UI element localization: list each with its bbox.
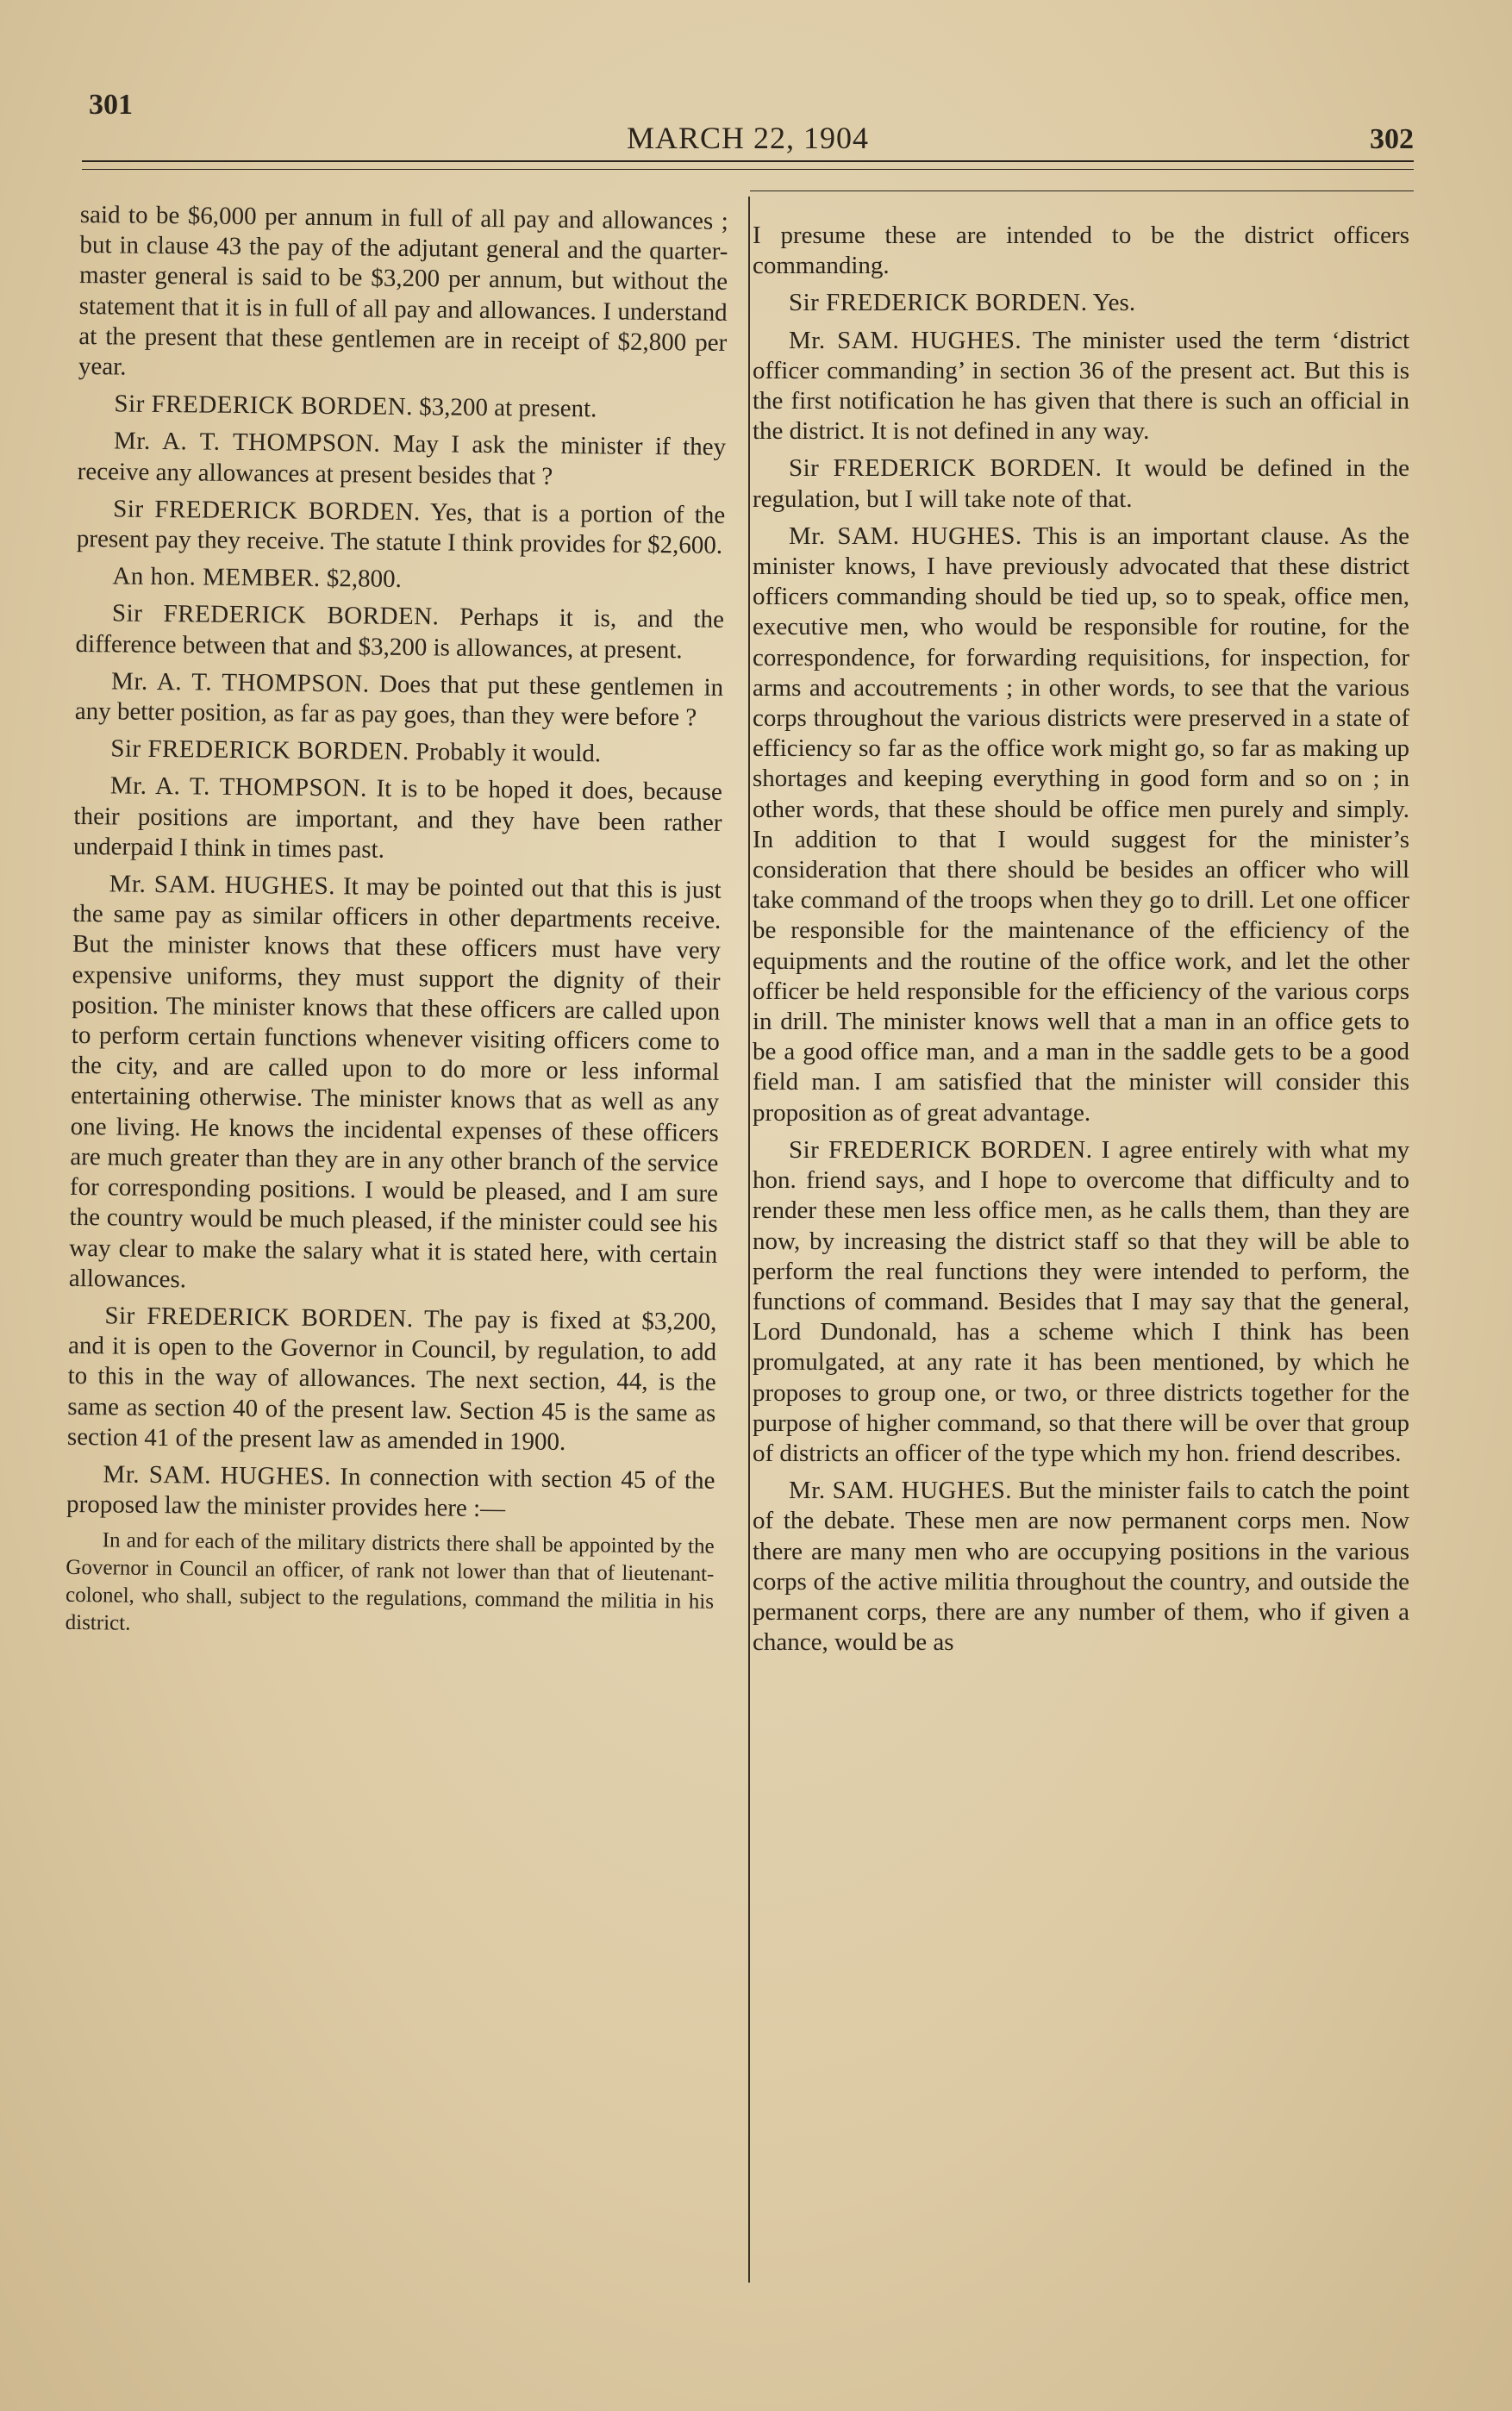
speaker-name: Sir FREDERICK BORDEN.: [789, 289, 1088, 317]
speaker-name: Sir FREDERICK BORDEN.: [114, 390, 414, 422]
paragraph: [76, 561, 724, 598]
speaker-name: Mr. SAM. HUGHES.: [109, 870, 336, 901]
speaker-name: Sir FREDERICK BORDEN.: [110, 734, 409, 766]
speaker-name: An hon. MEMBER.: [112, 562, 321, 593]
right-column: [753, 221, 1409, 1665]
paragraph: [77, 494, 726, 561]
paragraph-text: In connection with section 45 of the proposed law the minister provides here :—: [66, 1463, 715, 1523]
paragraph-text: Perhaps it is, and the difference between that and $3,200 is allowances, at present.: [75, 603, 725, 664]
paragraph: [753, 221, 1409, 281]
paragraph: [78, 389, 726, 426]
speaker-name: Mr. A. T. THOMPSON.: [109, 771, 367, 803]
paragraph: [753, 453, 1409, 514]
paragraph-text: It would be defined in the regulation, but I will take note of that.: [753, 454, 1410, 513]
paragraph-text: I presume these are intended to be the district officers commanding.: [753, 222, 1409, 280]
paragraph-text: The pay is fixed at $3,200, and it is open to the Governor in Council, by regulation, to add to this in the way of allowances. The next section, 44, is the same as section 40 of the present law. Section 45 is the same as section 41 of the present law as amended in 1900.: [66, 1305, 717, 1456]
paragraph: [753, 522, 1409, 1128]
column-divider: [748, 197, 750, 2283]
speaker-name: Mr. SAM. HUGHES.: [789, 326, 1022, 354]
left-column: [65, 200, 728, 1651]
speaker-name: Mr. A. T. THOMPSON.: [110, 667, 370, 698]
paragraph-text: The minister used the term ‘district officer commanding’ in section 36 of the present act. But this is the first notification he has given that there is such an official in the district. It is not defined in any way.: [753, 326, 1409, 446]
page-header: [82, 89, 1414, 155]
quote-text: In and for each of the military districts there shall be appointed by the Governor in Council an officer, of rank not lower than that of lieutenant-colonel, who shall, subject to the regulations, command the militia in his district.: [65, 1528, 715, 1636]
paragraph: [73, 771, 722, 868]
paragraph-text: Does that put these gentlemen in any better position, as far as pay goes, than they were before ?: [74, 670, 724, 732]
paragraph-text: Probably it would.: [415, 738, 602, 768]
paragraph: [78, 200, 728, 389]
paragraph-text: I agree entirely with what my hon. friend says, and I hope to overcome that difficulty and to render these men less office men, as he calls them, than they are now, by increasing the district staff so that they will be able to perform the real functions they were intended to perform, the functions of command. Besides that I may say that the general, Lord Dundonald, has a scheme which I think has been promulgated, at any rate it has been mentioned, by which he proposes to group one, or two, or three districts together for the purpose of higher command, so that there will be over that group of districts an officer of the type which my hon. friend describes.: [753, 1135, 1410, 1467]
speaker-name: Sir FREDERICK BORDEN.: [789, 454, 1103, 483]
paragraph: [78, 426, 727, 493]
paragraph: [66, 1459, 715, 1527]
paragraph-text: It may be pointed out that this is just the same pay as similar officers in other departments receive. But the minister knows that these officers must have very expensive uniforms, they must support the dignity of their position. The minister knows that these officers are called upon to perform certain functions whenever visiting officers come to the city, and are called upon to do more or less informal entertaining otherwise. The minister knows that as well as any one living. He knows the incidental expenses of these officers are much greater than they are in any other branch of the service for corresponding positions. I would be pleased, and I am sure the country would be much pleased, if the minister could see his way clear to make the salary what it is stated here, with certain allowances.: [68, 872, 722, 1294]
page-number-right: 302: [1370, 123, 1414, 155]
paragraph-text: $3,200 at present.: [419, 393, 597, 423]
speaker-name: Sir FREDERICK BORDEN.: [789, 1135, 1093, 1164]
paragraph-text: Yes, that is a portion of the present pay they receive. The statute I think provides for $2,600.: [76, 498, 726, 559]
paragraph: [67, 1301, 717, 1459]
paragraph: [75, 666, 724, 734]
paragraph: [753, 1135, 1409, 1469]
header-date: MARCH 22, 1904: [626, 121, 870, 155]
header-rule: [82, 160, 1414, 162]
speaker-name: Mr. SAM. HUGHES.: [103, 1460, 332, 1491]
speaker-name: Sir FREDERICK BORDEN.: [113, 495, 421, 526]
speaker-name: Mr. A. T. THOMPSON.: [113, 427, 381, 459]
paragraph-text: said to be $6,000 per annum in full of all pay and allowances ; but in clause 43 the pay of the adjutant general and the quarter-master general is said to be $3,200 per annum, but without the statement that it is in full of all pay and allowances. I understand at the present that these gentlemen are in receipt of $2,800 per year.: [78, 200, 728, 381]
paragraph-text: This is an important clause. As the minister knows, I have previously advocated that these district officers commanding should be tied up, so to speak, office men, executive men, who would be responsible for routine, for the correspondence, for forwarding requisitions, for inspection, for arms and accoutrements ; in other words, to see that the various corps throughout the various districts were preserved in a state of efficiency so far as the office work might go, so far as making up shortages and keeping everything in good form and so on ; in other words, that these should be office men purely and simply. In addition to that I would suggest for the minister’s consideration that there should be besides an officer who will take command of the troops when they go to drill. Let one officer be responsible for the maintenance of the efficiency of the equipments and the routine of the office work, and let the other officer be held responsible for the efficiency of the various corps in drill. The minister knows well that a man in an office gets to be a good office man, and a man in the saddle gets to be a good field man. I am satisfied that the minister will consider this proposition as of great advantage.: [753, 522, 1409, 1127]
page-number-left: 301: [89, 89, 133, 121]
paragraph-text: Yes.: [1092, 289, 1136, 317]
block-quote: [66, 1527, 715, 1644]
header-rule-thin: [82, 169, 1414, 170]
speaker-name: Mr. SAM. HUGHES.: [789, 522, 1022, 550]
paragraph: [75, 598, 724, 665]
paragraph-text: May I ask the minister if they receive any allowances at present besides that ?: [77, 430, 727, 490]
paragraph-text: $2,800.: [326, 565, 402, 594]
speaker-name: Mr. SAM. HUGHES.: [789, 1477, 1013, 1505]
paragraph: [753, 1476, 1409, 1658]
speaker-name: Sir FREDERICK BORDEN.: [104, 1302, 414, 1334]
paragraph-text: But the minister fails to catch the point of the debate. These men are now permanent corps men. Now there are many men who are occupying positions in the various corps of the active militia throughout the country, and outside the permanent corps, there are any number of them, who if given a chance, would be as: [753, 1477, 1409, 1657]
paragraph: [753, 326, 1409, 447]
paragraph: [69, 869, 722, 1301]
paragraph: [74, 734, 722, 771]
paragraph: [753, 288, 1409, 318]
speaker-name: Sir FREDERICK BORDEN.: [111, 599, 440, 631]
paragraph-text: It is to be hoped it does, because their positions are important, and they have been rather underpaid I think in times past.: [72, 775, 723, 864]
